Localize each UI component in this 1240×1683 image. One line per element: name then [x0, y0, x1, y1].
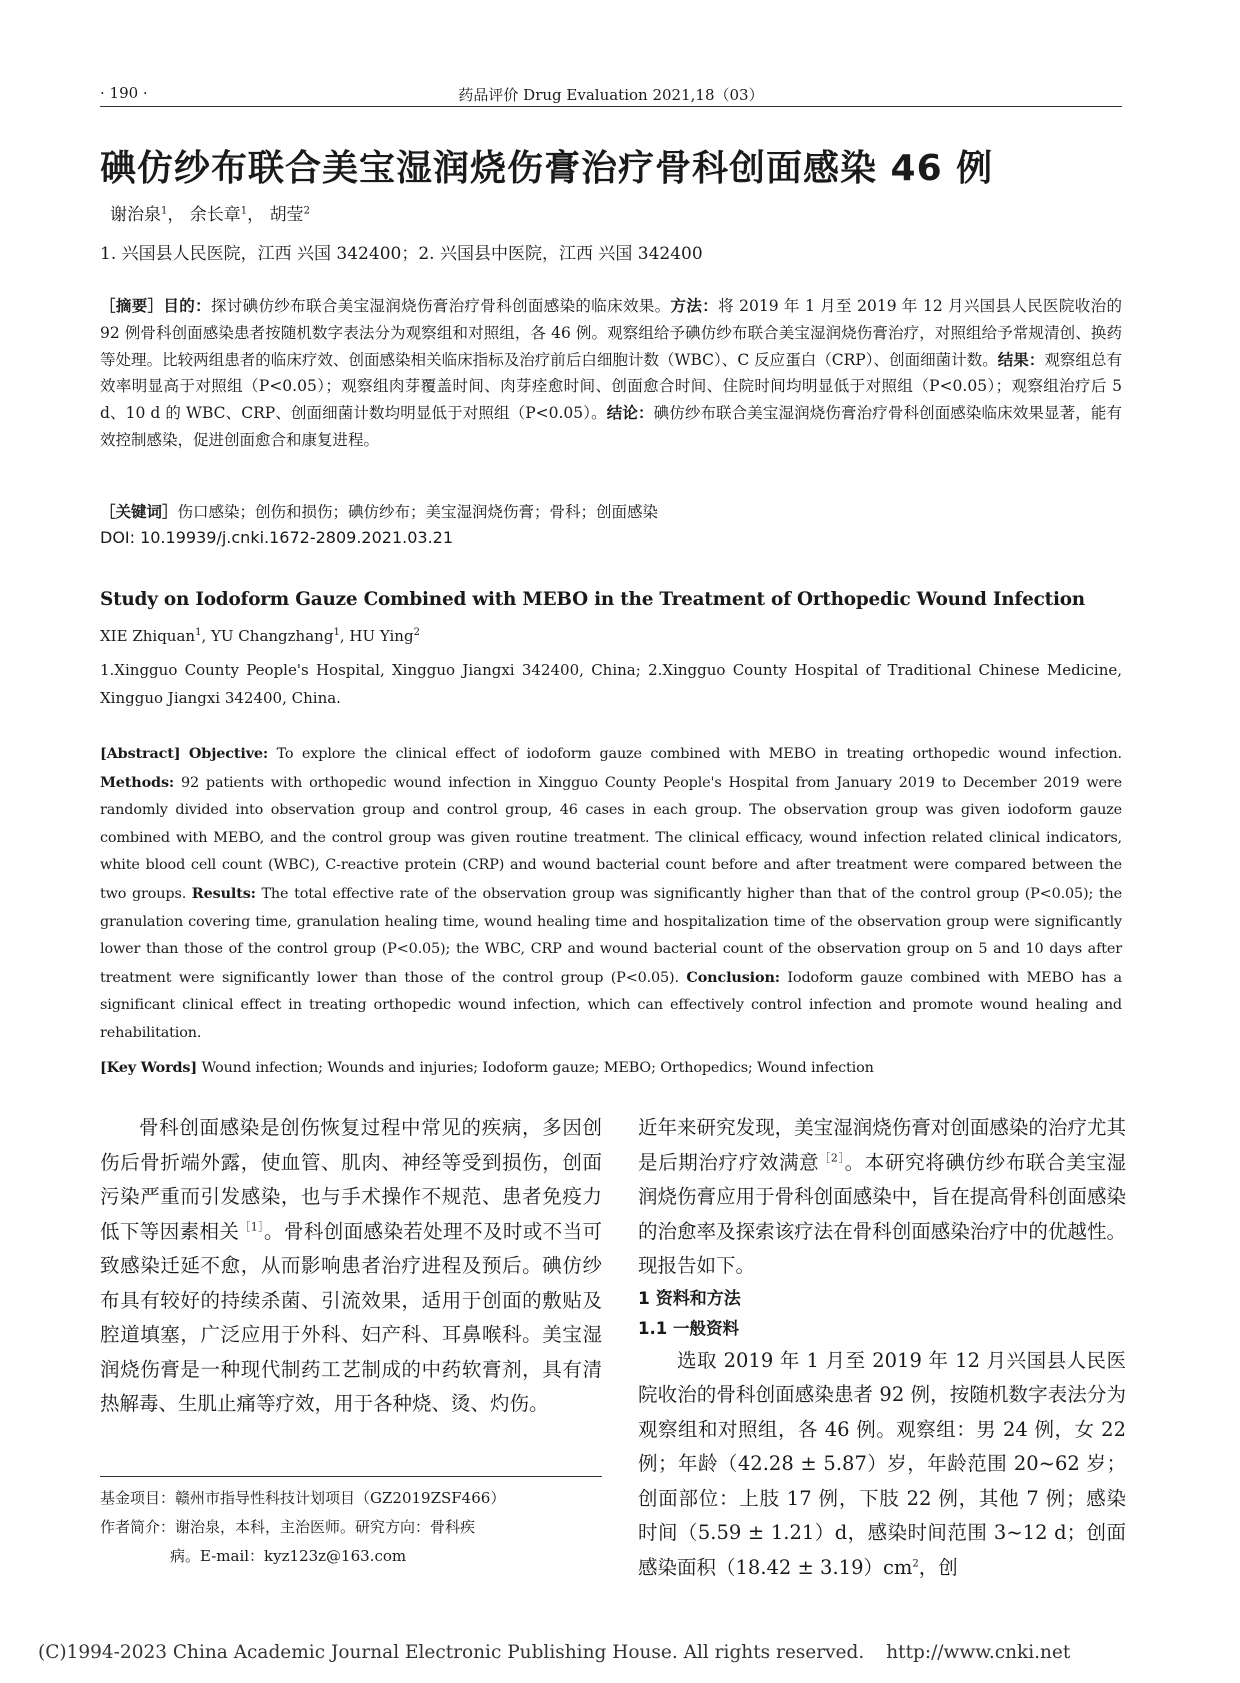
citation-ref: ［2］: [819, 1151, 845, 1164]
authors-en: XIE Zhiquan$^1$, YU Changzhang$^1$, HU Ying$^2$: [100, 627, 420, 645]
footnote-rule: [100, 1476, 602, 1477]
author-note: 作者简介：谢治泉，本科，主治医师。研究方向：骨科疾: [100, 1518, 476, 1536]
author-cn: 胡莹: [269, 205, 304, 225]
journal-citation: 药品评价 Drug Evaluation 2021,18（03）: [458, 86, 764, 104]
doi: DOI: 10.19939/j.cnki.1672-2809.2021.03.21: [100, 528, 454, 547]
running-header: [100, 82, 1122, 108]
section-heading: 1 资料和方法: [638, 1288, 741, 1309]
header-rule: [100, 106, 1122, 107]
author-cn: 余长章: [189, 205, 241, 225]
abstract-cn: ［摘要］目的：探讨碘仿纱布联合美宝湿润烧伤膏治疗骨科创面感染的临床效果。方法：将 2019 年 1 月至 2019 年 12 月兴国县人民医院收治的 92 例骨科创面感染患者按随机数字表法分为观察组和对照组，各 46 例。观察组给予碘仿纱布联合美宝湿润烧伤膏治疗，对照组给予常规清创、换药等处理。比较两组患者的临床疗效、创面感染相关临床指标及治疗前后白细胞计数（WBC）、C 反应蛋白（CRP）、创面细菌计数。结果：观察组总有效率明显高于对照组（P<0.05）；观察组肉芽覆盖时间、肉芽痊愈时间、创面愈合时间、住院时间均明显低于对照组（P<0.05）；观察组治疗后 5 d、10 d 的 WBC、CRP、创面细菌计数均明显低于对照组（P<0.05）。结论：碘仿纱布联合美宝湿润烧伤膏治疗骨科创面感染临床效果显著，能有效控制感染，促进创面愈合和康复进程。: [100, 296, 1122, 449]
body-paragraph: 近年来研究发现，美宝湿润烧伤膏对创面感染的治疗尤其是后期治疗疗效满意$^{[2]}$。本研究将碘仿纱布联合美宝湿润烧伤膏应用于骨科创面感染中，旨在提高骨科创面感染的治愈率及探索该疗法在骨科创面感染治疗中的优越性。现报告如下。: [638, 1116, 1126, 1277]
footnote: [100, 1484, 602, 1571]
copyright-footer: [38, 1642, 1070, 1663]
title-cn: 碘仿纱布联合美宝湿润烧伤膏治疗骨科创面感染 46 例: [100, 148, 994, 189]
body-column-left: [100, 1111, 602, 1422]
fund-note: 基金项目：赣州市指导性科技计划项目（GZ2019ZSF466）: [100, 1489, 506, 1507]
page-number: · 190 ·: [100, 84, 148, 102]
copyright-text: (C)1994-2023 China Academic Journal Electronic Publishing House. All rights reserved.: [38, 1642, 865, 1663]
affiliation-en: 1.Xingguo County People's Hospital, Xingguo Jiangxi 342400, China; 2.Xingguo County Hospital of Traditional Chinese Medicine, Xingguo Jiangxi 342400, China.: [100, 661, 1122, 707]
author-cn: 谢治泉: [110, 205, 161, 225]
keywords-en: [Key Words] Wound infection; Wounds and injuries; Iodoform gauze; MEBO; Orthopedics; Wound infection: [100, 1059, 874, 1076]
affiliation-cn: 1. 兴国县人民医院，江西 兴国 342400；2. 兴国县中医院，江西 兴国 342400: [100, 244, 703, 264]
keywords-cn: ［关键词］伤口感染；创伤和损伤；碘仿纱布；美宝湿润烧伤膏；骨科；创面感染: [100, 502, 659, 521]
body-column-right: [638, 1111, 1126, 1585]
citation-ref: ［1］: [239, 1220, 265, 1233]
abstract-en: [Abstract] Objective: To explore the clinical effect of iodoform gauze combined with MEBO in treating orthopedic wound infection. Methods: 92 patients with orthopedic wound infection in Xingguo County People's Hospital from January 2019 to December 2019 were randomly divided into observation group and control group, 46 cases in each group. The observation group was given iodoform gauze combined with MEBO, and the control group was given routine treatment. The clinical efficacy, wound infection related clinical indicators, white blood cell count (WBC), C-reactive protein (CRP) and wound bacterial count before and after treatment were compared between the two groups. Results: The total effective rate of the observation group was significantly higher than that of the control group (P<0.05); the granulation covering time, granulation healing time, wound healing time and hospitalization time of the observation group were significantly lower than those of the control group (P<0.05); the WBC, CRP and wound bacterial count of the observation group on 5 and 10 days after treatment were significantly lower than those of the control group (P<0.05). Conclusion: Iodoform gauze combined with MEBO has a significant clinical effect in treating orthopedic wound infection, which can effectively control infection and promote wound healing and rehabilitation.: [100, 745, 1122, 1041]
body-paragraph: 选取 2019 年 1 月至 2019 年 12 月兴国县人民医院收治的骨科创面感染患者 92 例，按随机数字表法分为观察组和对照组，各 46 例。观察组：男 24 例，女 22 例；年龄（42.28 ± 5.87）岁，年龄范围 20~62 岁；创面部位：上肢 17 例，下肢 22 例，其他 7 例；感染时间（5.59 ± 1.21）d，感染时间范围 3~12 d；创面感染面积$(18.42 \pm 3.19)cm^2$，创: [638, 1348, 1126, 1579]
author-note-cont: 病。E-mail：kyz123z@163.com: [170, 1547, 407, 1565]
subsection-heading: 1.1 一般资料: [638, 1318, 739, 1338]
authors-cn: 谢治泉$^1$， 余长章$^1$， 胡莹$^2$: [110, 205, 310, 225]
body-paragraph: 骨科创面感染是创伤恢复过程中常见的疾病，多因创伤后骨折端外露，使血管、肌肉、神经等受到损伤，创面污染严重而引发感染，也与手术操作不规范、患者免疫力低下等因素相关$^{[1]}$。骨科创面感染若处理不及时或不当可致感染迁延不愈，从而影响患者治疗进程及预后。碘仿纱布具有较好的持续杀菌、引流效果，适用于创面的敷贴及腔道填塞，广泛应用于外科、妇产科、耳鼻喉科。美宝湿润烧伤膏是一种现代制药工艺制成的中药软膏剂，具有清热解毒、生肌止痛等疗效，用于各种烧、烫、灼伤。: [100, 1116, 602, 1415]
site-link[interactable]: http://www.cnki.net: [886, 1642, 1071, 1663]
title-en: Study on Iodoform Gauze Combined with MEBO in the Treatment of Orthopedic Wound Infection: [100, 589, 1085, 610]
